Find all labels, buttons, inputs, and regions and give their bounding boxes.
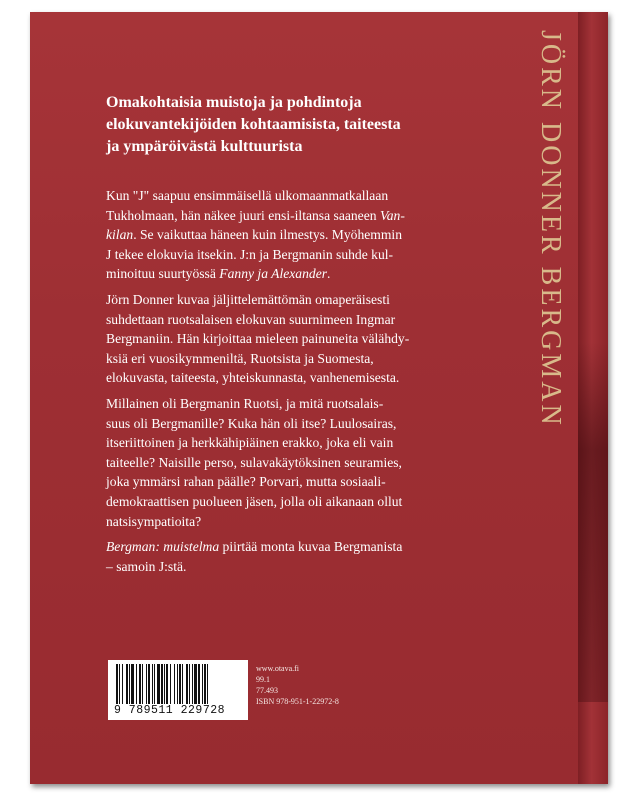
barcode-bar <box>192 664 193 704</box>
paragraph-line: Jörn Donner kuvaa jäljittelemättömän omaperäisesti <box>106 291 390 307</box>
paragraph-line: taiteelle? Naisille perso, sulavakäytöksinen seuramies, <box>106 454 402 470</box>
barcode-bar <box>122 664 123 704</box>
text: J tekee elokuvia itsekin. J:n ja Bergmanin suhde kul- <box>106 246 394 262</box>
barcode-bar <box>129 664 130 704</box>
barcode-bar <box>166 664 168 704</box>
paragraph-line: suus oli Bergmanille? Kuka hän oli itse? Luulosairas, <box>106 415 397 431</box>
headline-line: elokuvantekijöiden kohtaamisista, taiteesta <box>106 116 401 133</box>
barcode-bar <box>139 664 141 704</box>
spine-title: JÖRN DONNER BERGMAN <box>535 30 566 428</box>
spine-shadow <box>578 342 608 702</box>
barcode-bar <box>126 664 128 704</box>
barcode-bar <box>177 664 178 704</box>
barcode-bar <box>131 664 134 704</box>
text: piirtää monta kuvaa Bergmanista <box>219 539 403 555</box>
paragraph-line: demokraattisen puolueen jäsen, jolla oli aikanaan ollut <box>106 493 403 509</box>
publisher-info <box>256 663 339 707</box>
barcode-icon <box>116 664 240 704</box>
barcode-bar <box>146 664 147 704</box>
film-title: Van- <box>379 207 405 223</box>
paragraph-line: ksiä eri vuosikymmeniltä, Ruotsista ja Suomesta, <box>106 350 374 366</box>
paragraph-line: suhdettaan ruotsalaisen elokuvan suurnimeen Ingmar <box>106 311 396 327</box>
barcode-bar <box>136 664 137 704</box>
barcode-bar <box>202 664 203 704</box>
paragraph-line <box>106 264 526 284</box>
paragraph-line: elokuvasta, taiteesta, yhteiskunnasta, vanhenemisesta. <box>106 370 400 386</box>
paragraph-line: natsisympatioita? <box>106 513 202 529</box>
text: – samoin J:stä. <box>106 558 187 574</box>
blurb <box>106 186 526 576</box>
barcode-bar <box>164 664 165 704</box>
paragraph-line: itseriittoinen ja herkkähipiäinen erakko, joka eli vain <box>106 435 394 451</box>
barcode-bar <box>204 664 206 704</box>
film-title: kilan <box>106 227 134 243</box>
barcode-bar <box>198 664 200 704</box>
barcode-bar <box>154 664 155 704</box>
class-code: 77.493 <box>256 686 278 695</box>
barcode-bar <box>174 664 175 704</box>
headline-line: ja ympäröivästä kulttuurista <box>106 138 303 155</box>
barcode-bar <box>170 664 171 704</box>
book-title: Bergman: muistelma <box>106 539 220 555</box>
publisher-url: www.otava.fi <box>256 664 300 673</box>
paragraph-line <box>106 186 526 206</box>
barcode-bar <box>116 664 118 704</box>
barcode-bar <box>157 664 160 704</box>
paragraph-line <box>106 557 526 577</box>
class-code: 99.1 <box>256 675 270 684</box>
text: minoituu suurtyössä <box>106 266 220 282</box>
text: . <box>327 266 331 282</box>
barcode-bar <box>179 664 181 704</box>
headline <box>106 92 526 158</box>
paragraph-line <box>106 537 526 557</box>
barcode-bar <box>207 664 208 704</box>
barcode-digits: 9 789511 229728 <box>114 704 226 717</box>
text: Tukholmaan, hän näkee juuri ensi-iltansa saaneen <box>106 207 380 223</box>
paragraph-line: Millainen oli Bergmanin Ruotsi, ja mitä ruotsalais- <box>106 395 384 411</box>
text: . Se vaikuttaa häneen kuin ilmestys. Myöhemmin <box>133 227 402 243</box>
barcode-bar <box>186 664 188 704</box>
barcode-bar <box>189 664 190 704</box>
barcode-bar <box>152 664 153 704</box>
isbn-barcode <box>108 660 248 720</box>
barcode-bar <box>119 664 120 704</box>
barcode-bar <box>142 664 143 704</box>
text: Kun "J" saapuu ensimmäisellä ulkomaanmatkallaan <box>106 188 389 203</box>
paragraph-line <box>106 245 526 265</box>
barcode-bar <box>194 664 197 704</box>
barcode-bar <box>161 664 163 704</box>
barcode-bar <box>148 664 150 704</box>
film-title: Fanny ja Alexander <box>219 266 328 282</box>
paragraph-line <box>106 225 526 245</box>
paragraph-line <box>106 206 526 226</box>
paragraph-line: Bergmaniin. Hän kirjoittaa mieleen painuneita välähdy- <box>106 331 410 347</box>
isbn-text: ISBN 978-951-1-22972-8 <box>256 697 339 706</box>
paragraph-line: joka ymmärsi rahan päälle? Porvari, mutta sosiaali- <box>106 474 386 490</box>
barcode-bar <box>182 664 183 704</box>
headline-line: Omakohtaisia muistoja ja pohdintoja <box>106 94 362 111</box>
